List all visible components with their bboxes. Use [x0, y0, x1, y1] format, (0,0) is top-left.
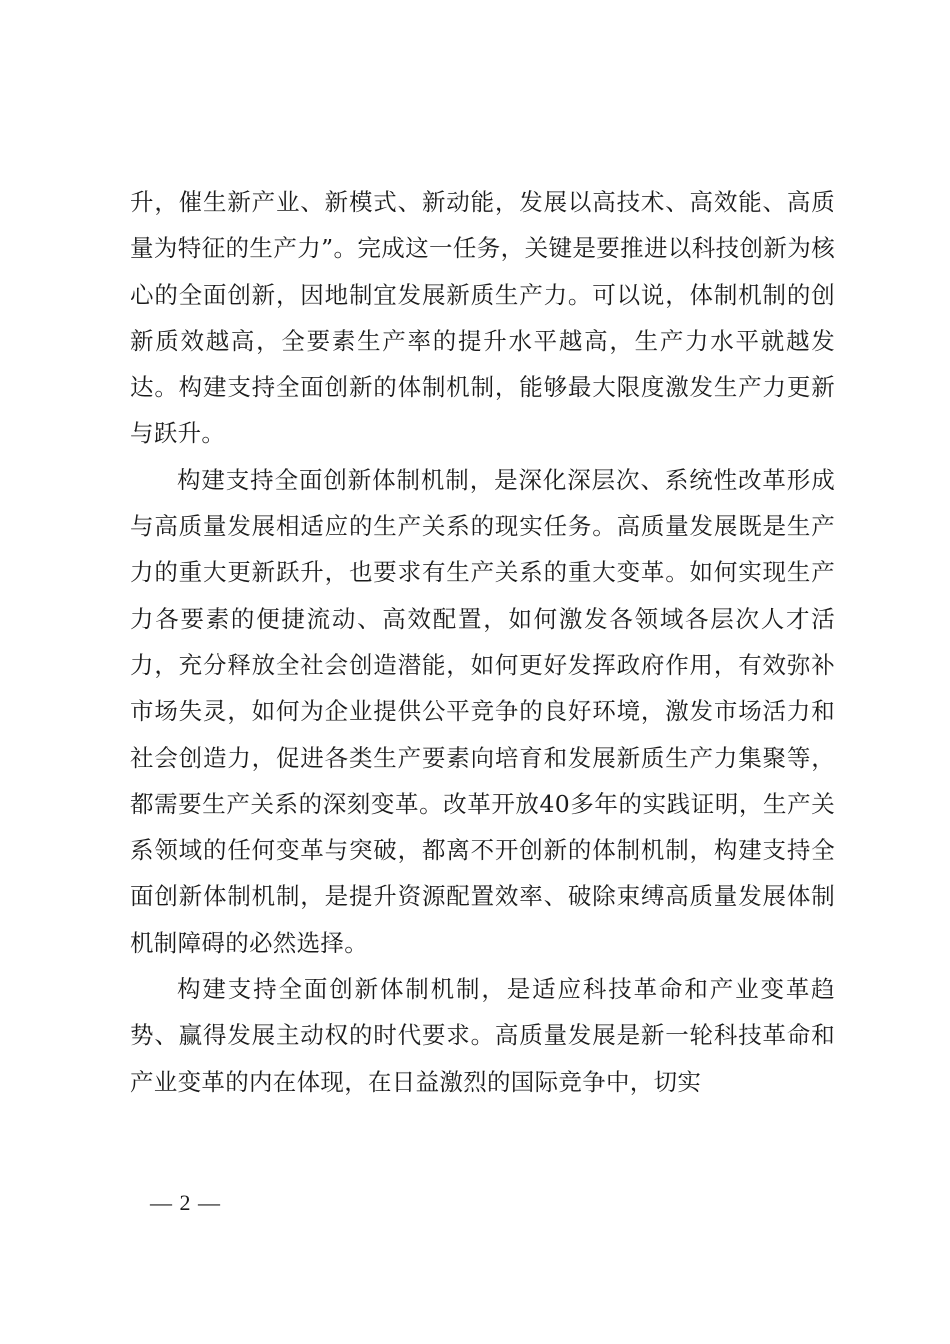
paragraph-tech-revolution: 构建支持全面创新体制机制，是适应科技革命和产业变革趋势、赢得发展主动权的时代要求。高质量发展是新一轮科技革命和产业变革的内在体现，在日益激烈的国际竞争中，切实: [130, 975, 835, 1096]
paragraph-continuation: 升，催生新产业、新模式、新动能，发展以高技术、高效能、高质量为特征的生产力”。完成这一任务，关键是要推进以科技创新为核心的全面创新，因地制宜发展新质生产力。可以说，体制机制的创新质效越高，全要素生产率的提升水平越高，生产力水平就越发达。构建支持全面创新的体制机制，能够最大限度激发生产力更新与跃升。: [130, 188, 835, 448]
paragraph-production-relations: 构建支持全面创新体制机制，是深化深层次、系统性改革形成与高质量发展相适应的生产关系的现实任务。高质量发展既是生产力的重大更新跃升，也要求有生产关系的重大变革。如何实现生产力各要素的便捷流动、高效配置，如何激发各领域各层次人才活力，充分释放全社会创造潜能，如何更好发挥政府作用，有效弥补市场失灵，如何为企业提供公平竞争的良好环境，激发市场活力和社会创造力，促进各类生产要素向培育和发展新质生产力集聚等，都需要生产关系的深刻变革。改革开放40多年的实践证明，生产关系领域的任何变革与突破，都离不开创新的体制机制，构建支持全面创新体制机制，是提升资源配置效率、破除束缚高质量发展体制机制障碍的必然选择。: [130, 465, 835, 957]
page-number: — 2 —: [150, 1190, 221, 1215]
document-body: [130, 179, 835, 1105]
